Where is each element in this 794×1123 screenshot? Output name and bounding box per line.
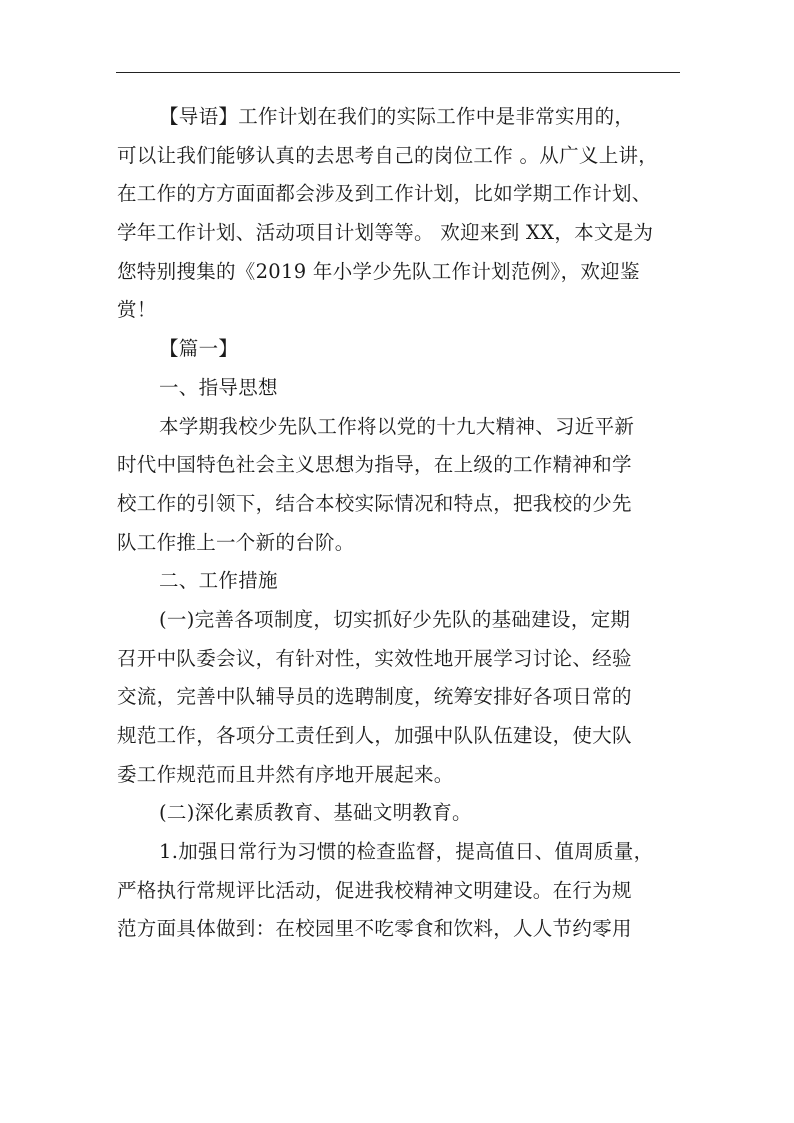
document-body [117, 98, 683, 949]
intro-line: 【导语】工作计划在我们的实际工作中是非常实用的， [159, 105, 635, 128]
paragraph-line: 校工作的引领下，结合本校实际情况和特点，把我校的少先 [117, 491, 632, 515]
paragraph-line: 交流，完善中队辅导员的选聘制度，统筹安排好各项日常的 [117, 685, 632, 709]
paragraph-line: 1.加强日常行为习惯的检查监督，提高值日、值周质量， [159, 840, 654, 864]
intro-line: 在工作的方方面面都会涉及到工作计划，比如学期工作计划、 [117, 182, 652, 206]
paragraph-line: 规范工作，各项分工责任到人，加强中队队伍建设，使大队 [117, 724, 632, 747]
paragraph-line: 本学期我校少先队工作将以党的十九大精神、习近平新 [159, 414, 635, 438]
header-rule [116, 72, 680, 73]
intro-line: 您特别搜集的《2019 年小学少先队工作计划范例》，欢迎鉴 [117, 259, 640, 283]
paragraph-line: (一)完善各项制度，切实抓好少先队的基础建设，定期 [159, 607, 631, 631]
paragraph-line: 严格执行常规评比活动，促进我校精神文明建设。在行为规 [117, 878, 632, 902]
paragraph-line: 召开中队委会议，有针对性，实效性地开展学习讨论、经验 [117, 646, 632, 670]
heading-work-measures: 二、工作措施 [159, 569, 278, 593]
intro-line: 可以让我们能够认真的去思考自己的岗位工作 。从广义上讲， [117, 143, 659, 167]
paragraph-line: 队工作推上一个新的台阶。 [117, 530, 355, 554]
subheading-quality-education: (二)深化素质教育、基础文明教育。 [159, 801, 472, 825]
intro-line: 学年工作计划、活动项目计划等等。 欢迎来到 XX，本文是为 [117, 221, 654, 245]
section-title: 【篇一】 [159, 337, 239, 361]
paragraph-line: 委工作规范而且井然有序地开展起来。 [117, 762, 454, 786]
heading-guiding-ideology: 一、指导思想 [159, 375, 278, 399]
paragraph-line: 时代中国特色社会主义思想为指导，在上级的工作精神和学 [117, 453, 632, 477]
intro-line: 赏！ [117, 298, 157, 322]
paragraph-line: 范方面具体做到：在校园里不吃零食和饮料，人人节约零用 [117, 917, 632, 941]
